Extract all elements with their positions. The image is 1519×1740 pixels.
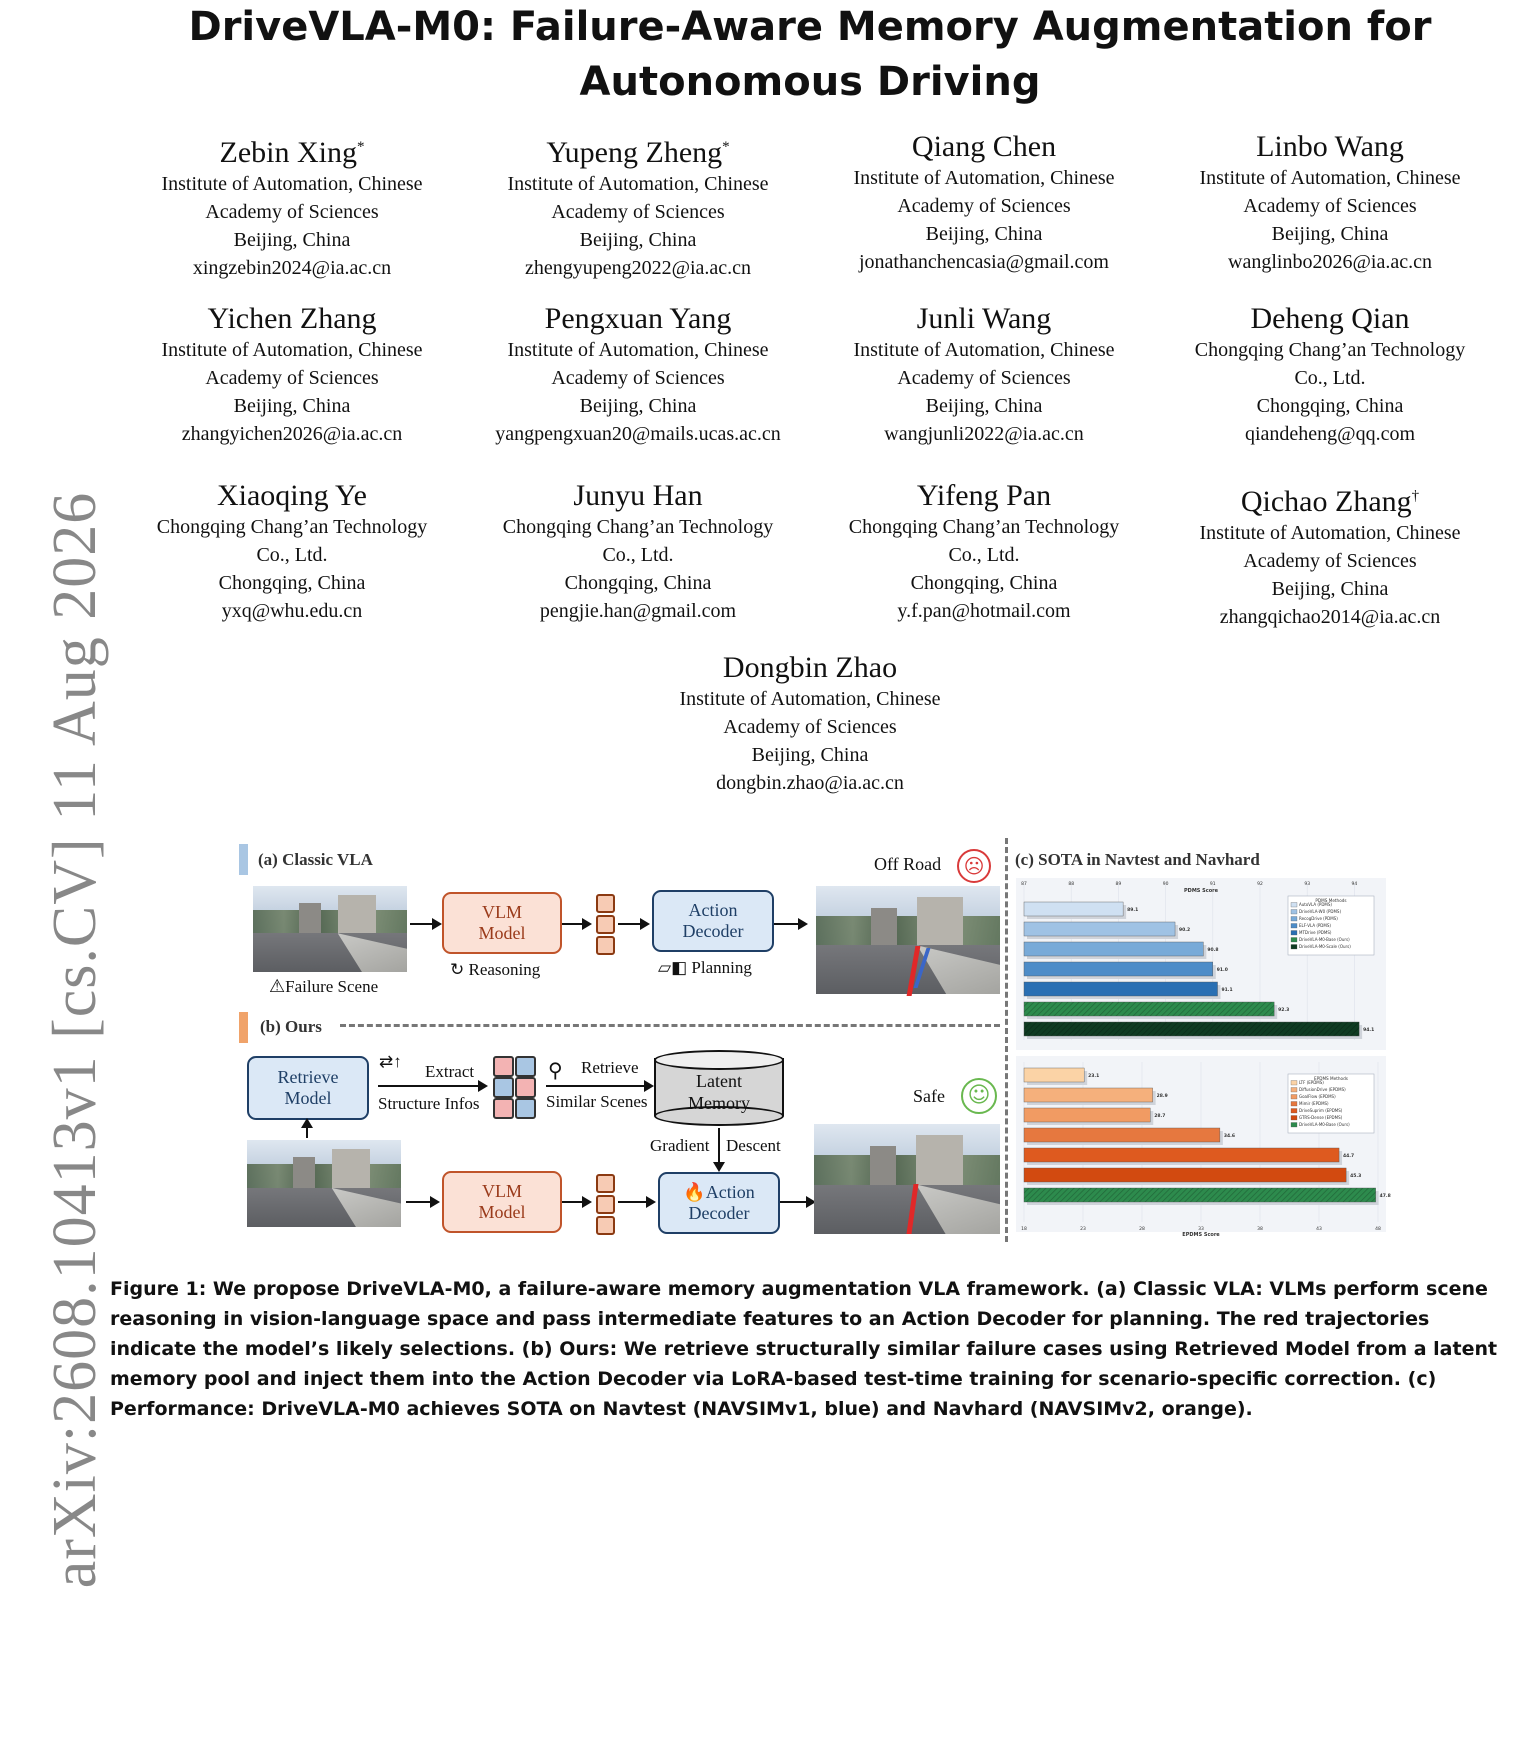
author-email: zhangyichen2026@ia.ac.cn (181, 423, 403, 445)
author-affiliation-line: Institute of Automation, Chinese (679, 688, 941, 710)
panel-c-divider (1005, 838, 1008, 1242)
author-affiliation-line: Academy of Sciences (1243, 195, 1417, 217)
chart-legend-swatch (1291, 945, 1297, 950)
author-email: yangpengxuan20@mails.ucas.ac.cn (495, 423, 781, 445)
chart-data-label: 34.6 (1223, 1134, 1235, 1139)
figure-1 (236, 838, 1396, 1246)
chart-legend-entry: DriveVLA-M0-Base (Ours) (1299, 1122, 1350, 1127)
chart-bar (1024, 1168, 1346, 1182)
chart-tick-label: 48 (1375, 1227, 1381, 1232)
author-entry (468, 302, 808, 448)
feature-token (596, 1195, 615, 1214)
chart-tick-label: 90 (1162, 882, 1169, 887)
reasoning-caption: ↻ Reasoning (450, 960, 541, 979)
author-affiliation-line: Co., Ltd. (948, 544, 1020, 566)
author-affiliation-line: Academy of Sciences (723, 716, 897, 738)
failure-scene-caption: ⚠Failure Scene (269, 976, 379, 996)
author-affiliation-line: Academy of Sciences (1243, 550, 1417, 572)
paper-title: DriveVLA-M0: Failure-Aware Memory Augmentation for Autonomous Driving (188, 4, 1432, 105)
author-footnote-mark: † (1411, 488, 1420, 504)
author-email: qiandeheng@qq.com (1244, 423, 1416, 445)
author-name: Qichao Zhang† (1240, 485, 1420, 518)
chart-data-label: 89.1 (1127, 908, 1139, 913)
extract-label: Extract (425, 1062, 475, 1081)
chart-bar (1024, 922, 1175, 936)
author-affiliation-line: Beijing, China (579, 229, 697, 251)
author-entry (468, 479, 808, 625)
chart-legend-entry: DiffusionDrive (EPDMS) (1299, 1087, 1346, 1092)
chart-tick-label: 33 (1198, 1227, 1204, 1232)
author-footnote-mark: * (356, 139, 365, 155)
chart-bar (1024, 1148, 1339, 1162)
sota-bar-charts (1016, 878, 1391, 1238)
author-entry (1160, 479, 1500, 631)
feature-token (596, 894, 615, 913)
off-road-label: Off Road (874, 854, 942, 874)
chart-bar-hatch (1024, 1002, 1274, 1016)
author-affiliation-line: Chongqing, China (910, 572, 1058, 594)
chart-legend-swatch (1291, 938, 1297, 943)
chart-data-label: 90.8 (1207, 948, 1219, 953)
chart-tick-label: 91 (1209, 882, 1216, 887)
chart-tick-label: 38 (1257, 1227, 1263, 1232)
author-email: dongbin.zhao@ia.ac.cn (716, 772, 904, 794)
author-affiliation-line: Academy of Sciences (205, 367, 379, 389)
author-affiliation-line: Chongqing Chang’an Technology (156, 516, 428, 538)
chart-tick-label: 94 (1351, 882, 1358, 887)
author-email: zhengyupeng2022@ia.ac.cn (524, 257, 752, 279)
chart-tick-label: 18 (1021, 1227, 1027, 1232)
failure-scene-image (253, 886, 407, 972)
author-affiliation-line: Institute of Automation, Chinese (507, 173, 769, 195)
author-entry (814, 130, 1154, 276)
chart-data-label: 28.7 (1154, 1114, 1166, 1119)
chart-bar (1024, 942, 1203, 956)
retrieve-model-box: Retrieve Model (247, 1056, 369, 1120)
author-affiliation-line: Academy of Sciences (551, 201, 725, 223)
chart-legend-entry: ELF-VLA (PDMS) (1299, 923, 1331, 928)
action-decoder-box-b: 🔥Action Decoder (658, 1172, 780, 1234)
author-name: Yichen Zhang (207, 302, 377, 335)
author-entry (1160, 130, 1500, 276)
chart-legend-entry: Mimir (EPDMS) (1299, 1101, 1329, 1106)
author-affiliation-line: Academy of Sciences (897, 367, 1071, 389)
chart-data-label: 23.1 (1088, 1074, 1100, 1079)
chart-data-label: 28.9 (1156, 1094, 1168, 1099)
author-affiliation-line: Chongqing, China (1256, 395, 1404, 417)
author-entry (468, 130, 808, 282)
panel-b-divider (340, 1024, 1000, 1027)
author-affiliation-line: Chongqing, China (218, 572, 366, 594)
author-affiliation-line: Chongqing, China (564, 572, 712, 594)
chart-data-label: 91.0 (1216, 968, 1228, 973)
arrow-decoder-to-output-a (774, 923, 806, 925)
chart-bar (1024, 902, 1123, 916)
author-email: wangjunli2022@ia.ac.cn (884, 423, 1084, 445)
author-affiliation-line: Institute of Automation, Chinese (161, 173, 423, 195)
panel-c-label: (c) SOTA in Navtest and Navhard (1015, 850, 1260, 869)
chart-legend-title: EPDMS Methods (1314, 1076, 1348, 1081)
chart-legend-swatch (1291, 1116, 1297, 1121)
panel-b-color-bar (239, 1012, 248, 1043)
author-affiliation-line: Academy of Sciences (897, 195, 1071, 217)
arrow-memory-to-decoder (718, 1128, 720, 1170)
author-affiliation-line: Beijing, China (233, 229, 351, 251)
chart-legend-entry: DriveSuprim (EPDMS) (1299, 1108, 1343, 1113)
author-affiliation-line: Co., Ltd. (1294, 367, 1366, 389)
chart-data-label: 45.3 (1350, 1174, 1362, 1179)
structure-grid-icon (493, 1056, 537, 1118)
arrow-structure-to-memory (546, 1085, 652, 1087)
chart-tick-label: 89 (1115, 882, 1122, 887)
retrieve-label: Retrieve (581, 1058, 639, 1077)
panel-a-label: (a) Classic VLA (258, 850, 373, 869)
chart-tick-label: 88 (1068, 882, 1075, 887)
author-name: Dongbin Zhao (722, 651, 898, 684)
author-email: jonathanchencasia@gmail.com (859, 251, 1109, 273)
author-affiliation-line: Institute of Automation, Chinese (1199, 522, 1461, 544)
feature-token (596, 1174, 615, 1193)
author-name: Junli Wang (916, 302, 1052, 335)
arrow-tokens-to-decoder-b (618, 1201, 654, 1203)
chart-legend-swatch (1291, 910, 1297, 915)
author-email: xingzebin2024@ia.ac.cn (192, 257, 392, 279)
chart-legend-swatch (1291, 903, 1297, 908)
author-email: wanglinbo2026@ia.ac.cn (1228, 251, 1432, 273)
author-name: Qiang Chen (911, 130, 1057, 163)
author-entry (122, 130, 462, 282)
arrow-image-to-vlm-b (406, 1201, 438, 1203)
chart-legend-entry: AutoVLA (PDMS) (1299, 902, 1332, 907)
author-affiliation-line: Chongqing Chang’an Technology (1194, 339, 1466, 361)
author-name: Deheng Qian (1250, 302, 1410, 335)
planning-icon: ▱◧ (658, 958, 688, 977)
arxiv-identifier-stamp: arXiv:2608.10413v1 [cs.CV] 11 Aug 2026 (41, 491, 109, 1589)
author-name: Yifeng Pan (916, 479, 1052, 512)
chart-tick-label: 87 (1021, 882, 1027, 887)
author-entry (122, 302, 462, 448)
author-name: Pengxuan Yang (544, 302, 732, 335)
arrow-tokens-to-decoder-a (618, 923, 648, 925)
author-entry (122, 479, 462, 625)
author-affiliation-line: Co., Ltd. (602, 544, 674, 566)
author-affiliation-line: Academy of Sciences (205, 201, 379, 223)
author-affiliation-line: Institute of Automation, Chinese (853, 167, 1115, 189)
chart-legend-swatch (1291, 1081, 1297, 1086)
panel-a-color-bar (239, 844, 248, 875)
chart-legend-entry: RecogDrive (PDMS) (1299, 916, 1338, 921)
chart-data-label: 47.8 (1379, 1194, 1391, 1199)
structure-infos-label: Structure Infos (378, 1094, 480, 1113)
chart-data-label: 44.7 (1343, 1154, 1355, 1159)
author-name: Xiaoqing Ye (216, 479, 367, 512)
happy-face-icon: ☺ (961, 1078, 997, 1114)
author-name: Junyu Han (573, 479, 703, 512)
author-entry (814, 479, 1154, 625)
chart-legend-swatch (1291, 924, 1297, 929)
chart-data-label: 94.1 (1363, 1028, 1375, 1033)
chart-legend-swatch (1291, 917, 1297, 922)
arrow-retrieve-to-structure (378, 1085, 486, 1087)
arrow-image-to-vlm (410, 923, 440, 925)
safe-result-image (814, 1124, 1000, 1234)
author-entry (814, 302, 1154, 448)
chart-data-label: 92.3 (1278, 1008, 1290, 1013)
arrow-vlm-to-tokens-b (562, 1201, 590, 1203)
author-affiliation-line: Beijing, China (579, 395, 697, 417)
author-email: pengjie.han@gmail.com (539, 600, 737, 622)
feature-token (596, 915, 615, 934)
chart-legend-swatch (1291, 1109, 1297, 1114)
chart-bar (1024, 1068, 1084, 1082)
chart-legend-swatch (1291, 931, 1297, 936)
author-affiliation-line: Chongqing Chang’an Technology (502, 516, 774, 538)
chart-bar (1024, 982, 1218, 996)
off-road-result-image (816, 886, 1000, 994)
author-affiliation-line: Beijing, China (1271, 578, 1389, 600)
chart-data-label: 90.2 (1179, 928, 1191, 933)
author-affiliation-line: Academy of Sciences (551, 367, 725, 389)
author-affiliation-line: Institute of Automation, Chinese (853, 339, 1115, 361)
chart-bar (1024, 1128, 1220, 1142)
chart-tick-label: 28 (1139, 1227, 1145, 1232)
arrow-vlm-to-tokens-a (562, 923, 590, 925)
author-entry (640, 651, 980, 797)
chart-legend-entry: DriveVLA-W0 (PDMS) (1299, 909, 1342, 914)
author-affiliation-line: Institute of Automation, Chinese (161, 339, 423, 361)
author-name: Zebin Xing* (219, 136, 365, 169)
magnifier-icon: ⚲ (548, 1060, 563, 1082)
author-name: Yupeng Zheng* (546, 136, 730, 169)
descent-label: Descent (726, 1136, 781, 1155)
chart-legend-entry: DriveVLA-M0-Scale (Ours) (1299, 944, 1351, 949)
chart-tick-label: 92 (1257, 882, 1263, 887)
gradient-label: Gradient (650, 1136, 710, 1155)
latent-memory-cylinder: Latent Memory (654, 1050, 784, 1124)
reasoning-cycle-icon: ↻ (450, 960, 465, 979)
chart-axis-label: EPDMS Score (1182, 1232, 1220, 1238)
planning-caption: ▱◧ Planning (658, 958, 752, 977)
chart-legend-swatch (1291, 1088, 1297, 1093)
author-affiliation-line: Beijing, China (925, 223, 1043, 245)
author-email: zhangqichao2014@ia.ac.cn (1219, 606, 1441, 628)
author-affiliation-line: Beijing, China (751, 744, 869, 766)
chart-bar (1024, 962, 1213, 976)
action-decoder-box-a: Action Decoder (652, 890, 774, 952)
arrow-image-to-retrieve (306, 1120, 308, 1138)
chart-legend-swatch (1291, 1123, 1297, 1128)
author-entry (1160, 302, 1500, 448)
chart-bar-hatch (1024, 1188, 1376, 1202)
chart-bar (1024, 1108, 1150, 1122)
author-email: y.f.pan@hotmail.com (897, 600, 1071, 622)
chart-bar (1024, 1088, 1153, 1102)
figure-caption: Figure 1: We propose DriveVLA-M0, a failure-aware memory augmentation VLA framework. (a) Classic VLA: VLMs perform scene reasoning in vision-language space and pass intermediate features to an Action Decoder for planning. The red trajectories indicate the model’s likely selections. (b) Ours: We retrieve structurally similar failure cases using Retrieved Model from a latent memory pool and inject them into the Action Decoder via LoRA-based test-time training for scenario-specific correction. (c) Performance: DriveVLA-M0 achieves SOTA on Navtest (NAVSIMv1, blue) and Navhard (NAVSIMv2, orange). (110, 1278, 1498, 1420)
author-affiliation-line: Beijing, China (233, 395, 351, 417)
author-name: Linbo Wang (1256, 130, 1404, 163)
feature-token (596, 1216, 615, 1235)
chart-data-label: 91.1 (1221, 988, 1233, 993)
chart-legend-entry: DriveVLA-M0-Base (Ours) (1299, 937, 1350, 942)
chart-tick-label: 93 (1304, 882, 1311, 887)
author-affiliation-line: Co., Ltd. (256, 544, 328, 566)
feature-token (596, 936, 615, 955)
chart-tick-label: 43 (1316, 1227, 1322, 1232)
author-affiliation-line: Chongqing Chang’an Technology (848, 516, 1120, 538)
extract-icon: ⇄↑ (379, 1052, 402, 1071)
author-affiliation-line: Institute of Automation, Chinese (1199, 167, 1461, 189)
panel-b-label: (b) Ours (260, 1017, 322, 1036)
chart-legend-entry: MTDrive (PDMS) (1299, 930, 1332, 935)
similar-scenes-label: Similar Scenes (546, 1092, 648, 1111)
chart-bar-hatch (1024, 1022, 1359, 1036)
chart-legend-swatch (1291, 1102, 1297, 1107)
sad-face-icon: ☹ (957, 849, 991, 883)
vlm-model-box-a: VLM Model (442, 892, 562, 954)
chart-tick-label: 23 (1080, 1227, 1086, 1232)
chart-legend-entry: LTF (EPDMS) (1299, 1080, 1324, 1085)
chart-legend-entry: GTRS-Dense (EPDMS) (1299, 1115, 1343, 1120)
arrow-decoder-to-output-b (780, 1201, 814, 1203)
author-affiliation-line: Institute of Automation, Chinese (507, 339, 769, 361)
input-scene-image-b (247, 1140, 401, 1227)
warning-icon: ⚠ (269, 976, 286, 996)
author-affiliation-line: Beijing, China (1271, 223, 1389, 245)
author-email: yxq@whu.edu.cn (221, 600, 363, 622)
fire-icon: 🔥 (683, 1182, 706, 1202)
vlm-model-box-b: VLM Model (442, 1171, 562, 1233)
author-affiliation-line: Beijing, China (925, 395, 1043, 417)
chart-axis-label: PDMS Score (1184, 888, 1218, 894)
chart-legend-swatch (1291, 1095, 1297, 1100)
chart-legend-entry: GoalFlow (EPDMS) (1299, 1094, 1336, 1099)
author-footnote-mark: * (722, 139, 730, 155)
chart-legend-title: PDMS Methods (1315, 898, 1347, 903)
safe-label: Safe (913, 1086, 945, 1106)
